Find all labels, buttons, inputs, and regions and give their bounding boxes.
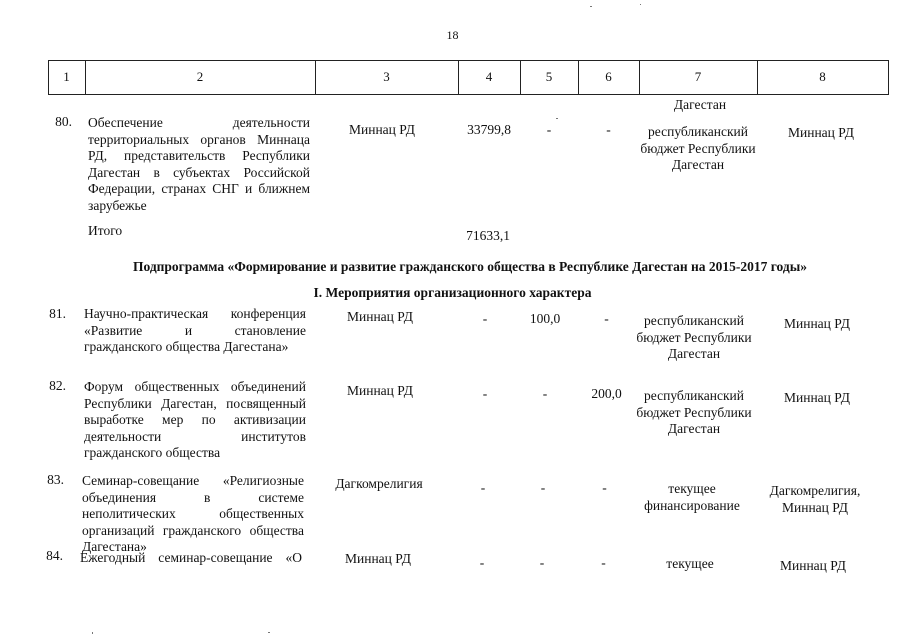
- row-amount-2015: -: [480, 480, 486, 495]
- row-amount-2016: -: [539, 555, 545, 570]
- row-amount-2017: -: [602, 480, 607, 495]
- header-cell: 2: [196, 69, 204, 84]
- page-number: 18: [446, 28, 459, 42]
- subprogram-title: Подпрограмма «Формирование и развитие гражданского общества в Республике Дагестан на 2015-2017 годы»: [132, 259, 808, 274]
- row-responsible: Миннац РД: [347, 383, 413, 398]
- row-number: 84.: [46, 548, 63, 563]
- row-executor: Миннац РД: [780, 558, 846, 573]
- row-description: Научно-практическая конференция «Развитие и становление гражданского общества Дагестана»: [84, 306, 306, 354]
- row-amount-2017: -: [601, 555, 606, 570]
- row-executor: Миннац РД: [784, 390, 850, 405]
- row-amount-2015: -: [482, 386, 488, 401]
- row-executor: Дагкомрелигия, Миннац РД: [769, 483, 861, 515]
- row-description: Семинар-совещание «Религиозные объединения в системе неполитических общественных организаций гражданского общества Дагестана»: [82, 473, 304, 554]
- total-value: 71633,1: [466, 228, 510, 243]
- header-divider: [888, 60, 889, 95]
- row-number: 81.: [49, 306, 66, 321]
- row-amount-2016: -: [540, 480, 546, 495]
- header-cell: 4: [485, 69, 493, 84]
- header-cell: 8: [819, 69, 826, 84]
- header-top-border: [48, 60, 889, 61]
- row-funding-source: текущее финансирование: [644, 481, 740, 513]
- row-description: Ежегодный семинар-совещание «О: [80, 550, 302, 565]
- row-responsible: Миннац РД: [349, 122, 415, 137]
- header-cell: 1: [63, 69, 70, 84]
- scan-speck: [268, 632, 270, 633]
- row-amount-2017: -: [604, 311, 609, 326]
- row-description: Форум общественных объединений Республики Дагестан, посвященный выработке мер по активизации деятельности институтов гражданского общества: [84, 379, 306, 460]
- row-executor: Миннац РД: [788, 125, 854, 140]
- row-amount-2016: 100,0: [529, 311, 561, 326]
- row-executor: Миннац РД: [784, 316, 850, 331]
- row-amount-2015: -: [479, 555, 485, 570]
- total-label: Итого: [88, 223, 123, 238]
- row-amount-2016: -: [542, 386, 548, 401]
- row-responsible: Дагкомрелигия: [335, 476, 423, 491]
- row-number: 83.: [47, 472, 64, 487]
- row-amount-2015: 33799,8: [467, 122, 511, 137]
- row-responsible: Миннац РД: [345, 551, 411, 566]
- row-funding-source: республиканский бюджет Республики Дагестан: [636, 313, 752, 361]
- header-bottom-border: [48, 94, 889, 95]
- row-amount-2015: -: [482, 311, 488, 326]
- scan-speck: [590, 6, 592, 7]
- row-description: Обеспечение деятельности территориальных органов Миннаца РД, представительств Республики Дагестан в субъектах Российской Федерации, странах СНГ и ближнем зарубежье: [88, 115, 310, 213]
- row-funding-source: республиканский бюджет Республики Дагестан: [640, 124, 756, 172]
- row-responsible: Миннац РД: [347, 309, 413, 324]
- header-cell: 7: [694, 69, 702, 84]
- carryover-text: Дагестан: [673, 97, 727, 112]
- row-number: 82.: [49, 378, 66, 393]
- scan-speck: [92, 632, 93, 634]
- row-number: 80.: [55, 114, 72, 129]
- row-funding-source: республиканский бюджет Республики Дагестан: [636, 388, 752, 436]
- header-cell: 3: [383, 69, 390, 84]
- scan-speck: [556, 118, 558, 119]
- scan-speck: [640, 4, 641, 5]
- row-amount-2017: 200,0: [591, 386, 622, 401]
- row-amount-2017: -: [606, 122, 611, 137]
- section-title: I. Мероприятия организационного характера: [313, 285, 592, 300]
- header-cell: 6: [605, 69, 612, 84]
- header-cell: 5: [545, 69, 553, 84]
- row-funding-source: текущее: [666, 556, 714, 571]
- row-amount-2016: -: [546, 122, 552, 137]
